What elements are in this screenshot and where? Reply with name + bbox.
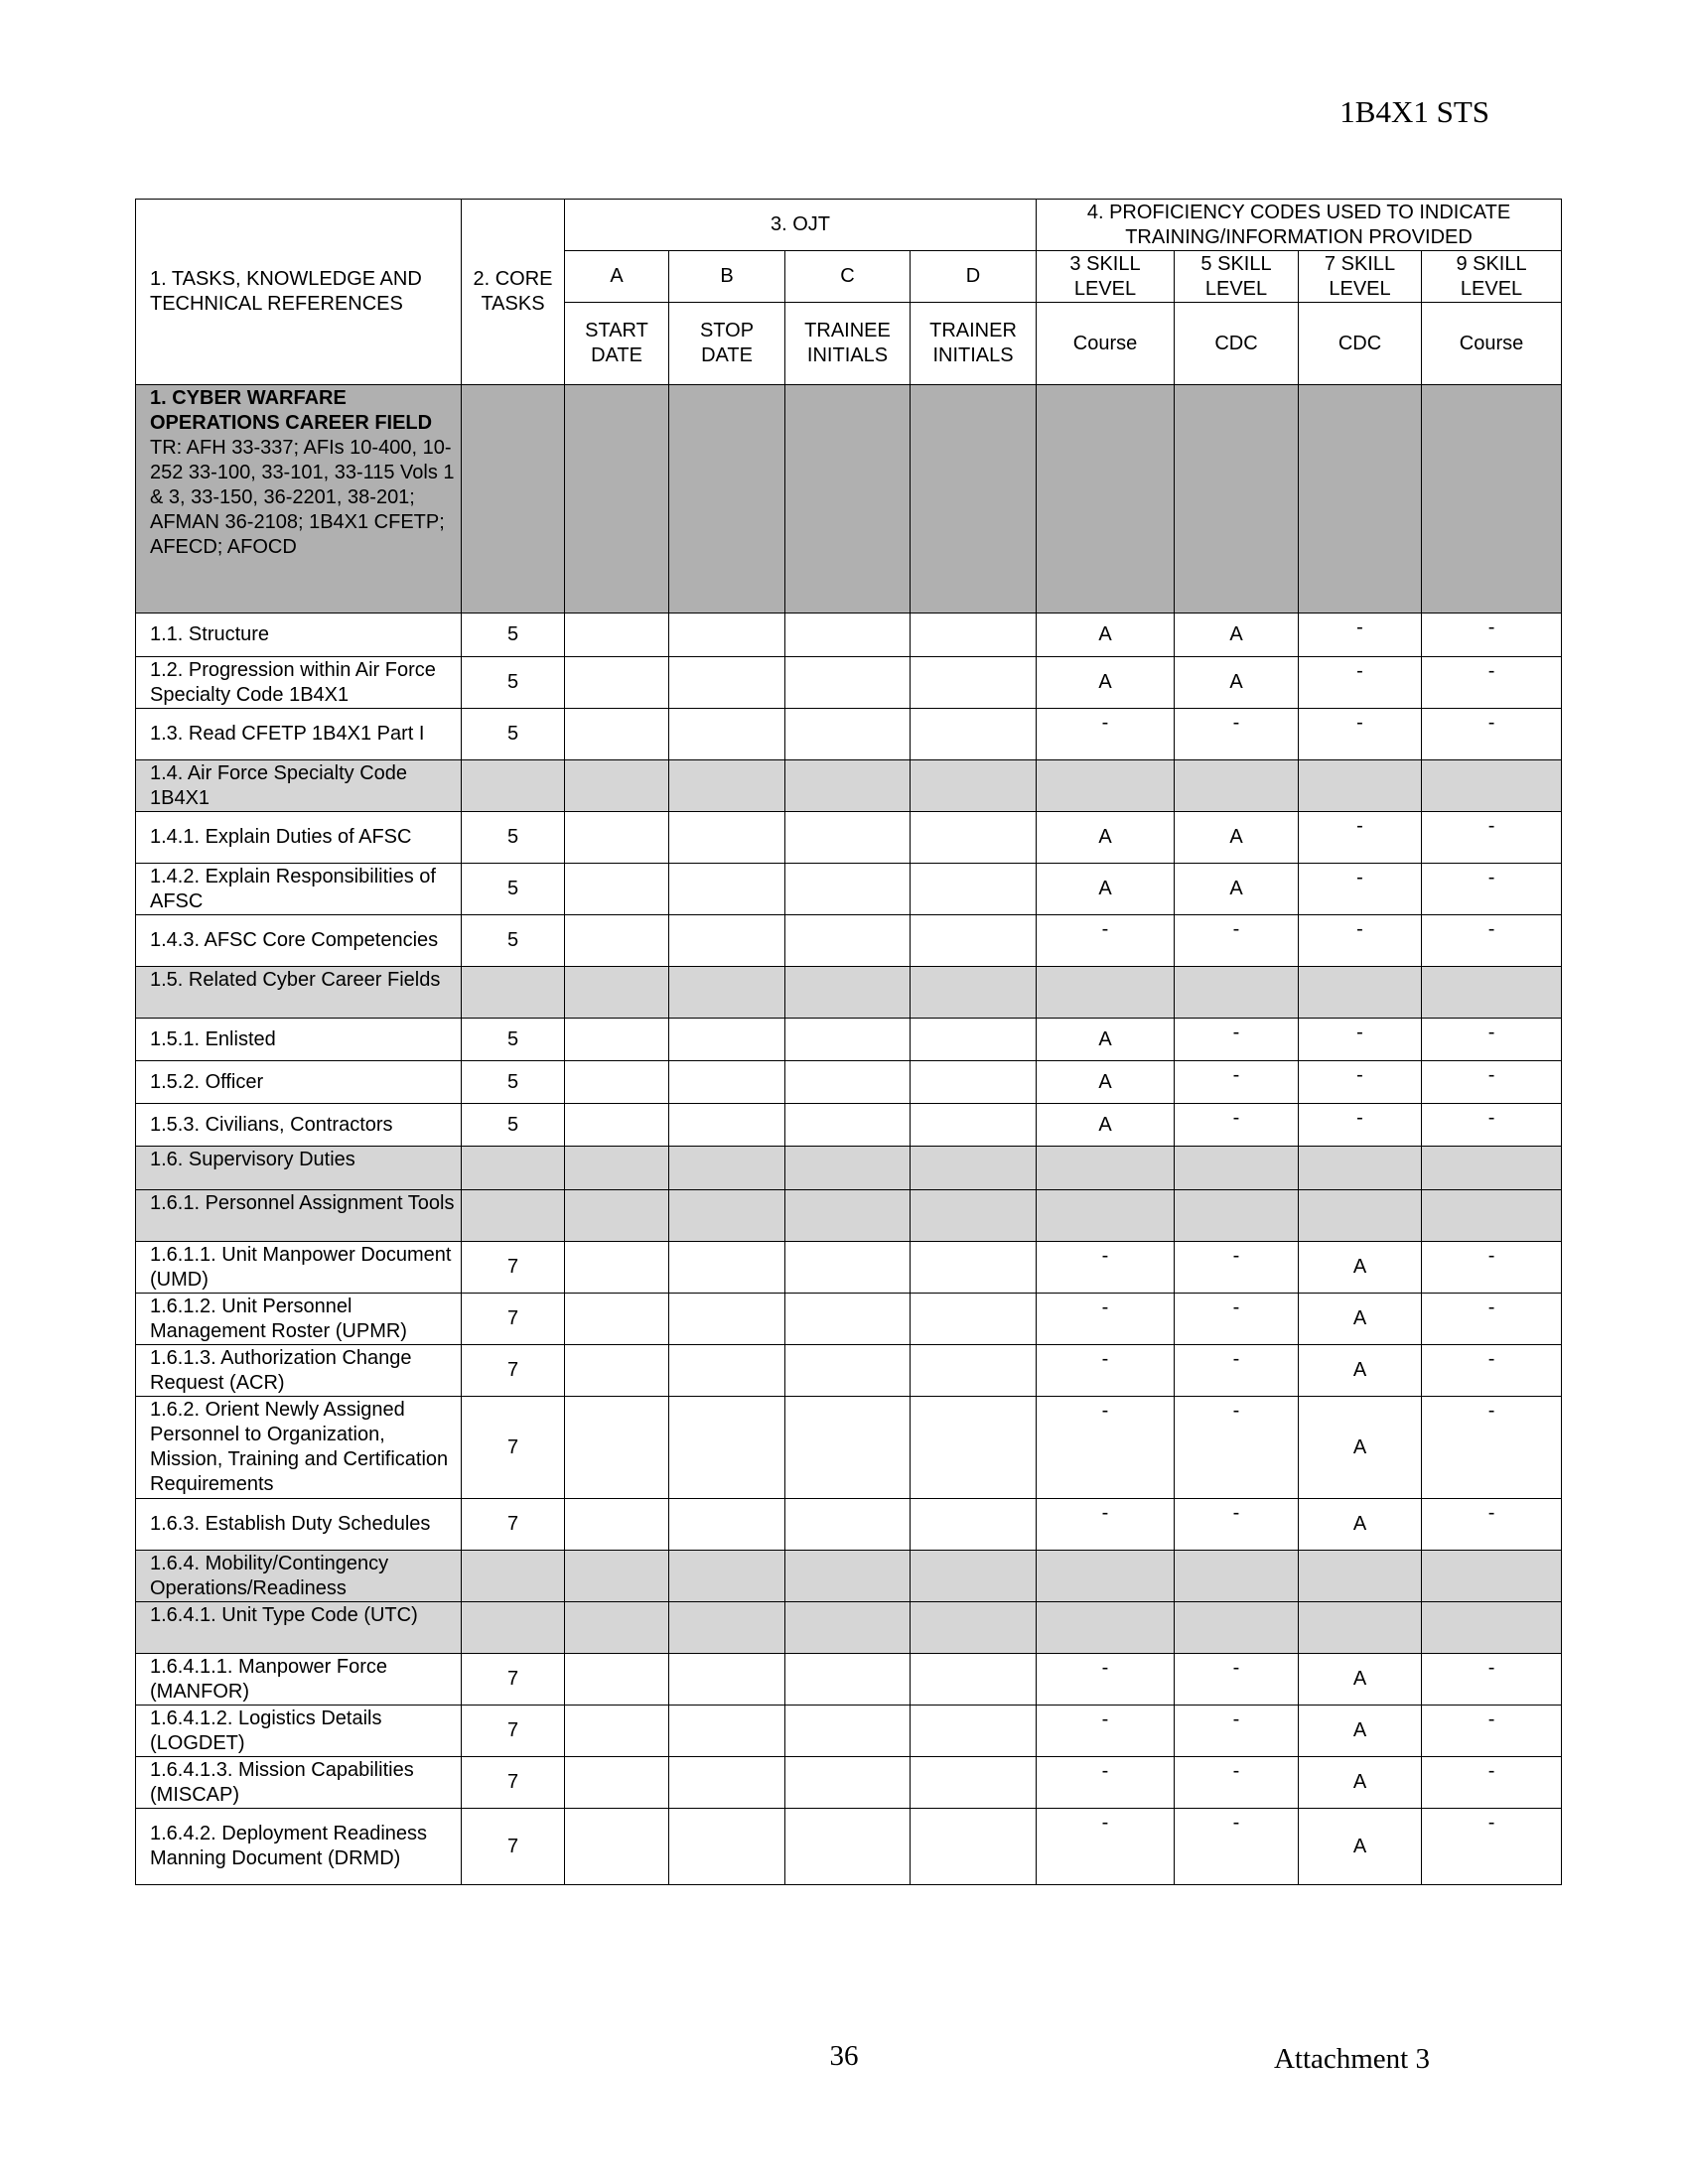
ojt-cell <box>911 1147 1037 1190</box>
ojt-cell <box>911 915 1037 967</box>
ojt-cell <box>669 1499 785 1551</box>
col-header-tasks: 1. TASKS, KNOWLEDGE AND TECHNICAL REFERENCES <box>136 200 462 385</box>
table-row <box>136 1345 1562 1397</box>
ojt-cell <box>785 915 911 967</box>
table-row <box>136 1061 1562 1104</box>
proficiency-cell: - <box>1422 1397 1562 1499</box>
table-row <box>136 1757 1562 1809</box>
task-cell: 1.6.1. Personnel Assignment Tools <box>136 1190 462 1242</box>
proficiency-cell <box>1422 1190 1562 1242</box>
ojt-cell <box>785 1551 911 1602</box>
proficiency-cell: A <box>1299 1242 1422 1294</box>
ojt-cell <box>669 1809 785 1885</box>
core-task-cell <box>462 1551 565 1602</box>
task-cell: 1.1. Structure <box>136 614 462 657</box>
proficiency-cell <box>1037 1147 1175 1190</box>
ojt-cell <box>911 1019 1037 1061</box>
proficiency-cell <box>1037 760 1175 812</box>
proficiency-cell: - <box>1037 1706 1175 1757</box>
ojt-cell <box>785 657 911 709</box>
core-task-cell: 5 <box>462 657 565 709</box>
task-cell: 1.6.3. Establish Duty Schedules <box>136 1499 462 1551</box>
core-task-cell: 5 <box>462 812 565 864</box>
proficiency-cell: - <box>1175 1499 1299 1551</box>
ojt-cell <box>785 1242 911 1294</box>
ojt-cell <box>669 915 785 967</box>
ojt-cell <box>911 1294 1037 1345</box>
proficiency-cell <box>1175 1602 1299 1654</box>
proficiency-cell: - <box>1299 1104 1422 1147</box>
ojt-label: STOP DATE <box>669 303 785 385</box>
ojt-cell <box>911 1706 1037 1757</box>
core-task-cell <box>462 1602 565 1654</box>
core-task-cell <box>462 1147 565 1190</box>
ojt-cell <box>565 709 669 760</box>
proficiency-cell: - <box>1422 657 1562 709</box>
ojt-cell <box>911 1757 1037 1809</box>
task-cell: 1.4.1. Explain Duties of AFSC <box>136 812 462 864</box>
proficiency-cell: - <box>1175 1061 1299 1104</box>
proficiency-cell: - <box>1037 1654 1175 1706</box>
proficiency-cell: - <box>1037 1242 1175 1294</box>
ojt-letter: B <box>669 251 785 303</box>
ojt-cell <box>785 1397 911 1499</box>
ojt-cell <box>911 864 1037 915</box>
proficiency-cell: A <box>1175 864 1299 915</box>
ojt-cell <box>565 760 669 812</box>
ojt-cell <box>911 614 1037 657</box>
task-cell: 1.6.4. Mobility/Contingency Operations/Readiness <box>136 1551 462 1602</box>
table-row <box>136 1706 1562 1757</box>
ojt-cell <box>911 760 1037 812</box>
ojt-cell <box>565 1397 669 1499</box>
table-row <box>136 1499 1562 1551</box>
proficiency-cell: A <box>1175 614 1299 657</box>
core-task-cell <box>462 967 565 1019</box>
skill-source: CDC <box>1299 303 1422 385</box>
ojt-cell <box>565 1706 669 1757</box>
ojt-cell <box>669 1551 785 1602</box>
proficiency-cell: - <box>1422 1019 1562 1061</box>
ojt-cell <box>785 1602 911 1654</box>
proficiency-cell <box>1175 967 1299 1019</box>
core-task-cell: 5 <box>462 1061 565 1104</box>
task-cell: 1.4. Air Force Specialty Code 1B4X1 <box>136 760 462 812</box>
ojt-cell <box>669 1706 785 1757</box>
ojt-cell <box>565 1242 669 1294</box>
col-header-core: 2. CORE TASKS <box>462 200 565 385</box>
core-task-cell: 7 <box>462 1294 565 1345</box>
task-cell: 1.6.1.2. Unit Personnel Management Roster (UPMR) <box>136 1294 462 1345</box>
proficiency-cell: - <box>1422 1104 1562 1147</box>
table-row <box>136 1654 1562 1706</box>
core-task-cell: 7 <box>462 1499 565 1551</box>
table-row <box>136 864 1562 915</box>
ojt-cell <box>785 1147 911 1190</box>
proficiency-cell: A <box>1299 1345 1422 1397</box>
proficiency-cell: - <box>1175 1654 1299 1706</box>
task-cell: 1.5. Related Cyber Career Fields <box>136 967 462 1019</box>
skill-level: 7 SKILL LEVEL <box>1299 251 1422 303</box>
table-body <box>136 200 1562 1885</box>
proficiency-cell <box>1175 1551 1299 1602</box>
attachment-label: Attachment 3 <box>1273 2043 1430 2075</box>
core-task-cell: 5 <box>462 864 565 915</box>
ojt-cell <box>565 1757 669 1809</box>
ojt-cell <box>785 967 911 1019</box>
ojt-cell <box>911 812 1037 864</box>
ojt-cell <box>669 812 785 864</box>
sts-table <box>135 199 1562 1885</box>
table-row <box>136 1294 1562 1345</box>
ojt-cell <box>669 1147 785 1190</box>
proficiency-cell <box>1299 1190 1422 1242</box>
proficiency-cell: - <box>1037 1499 1175 1551</box>
ojt-cell <box>785 1809 911 1885</box>
ojt-cell <box>669 864 785 915</box>
proficiency-cell: - <box>1037 1757 1175 1809</box>
ojt-cell <box>785 1499 911 1551</box>
proficiency-cell: - <box>1299 915 1422 967</box>
core-task-cell: 5 <box>462 915 565 967</box>
ojt-cell <box>565 657 669 709</box>
ojt-cell <box>565 915 669 967</box>
proficiency-cell <box>1175 1147 1299 1190</box>
table-row <box>136 1551 1562 1602</box>
ojt-cell <box>785 1019 911 1061</box>
proficiency-cell: A <box>1299 1654 1422 1706</box>
proficiency-cell <box>1299 1602 1422 1654</box>
table-row <box>136 1602 1562 1654</box>
task-cell: 1.6.4.1.3. Mission Capabilities (MISCAP) <box>136 1757 462 1809</box>
table-row <box>136 760 1562 812</box>
ojt-cell <box>911 1551 1037 1602</box>
proficiency-cell: - <box>1299 657 1422 709</box>
skill-source: CDC <box>1175 303 1299 385</box>
task-cell: 1.6.4.1. Unit Type Code (UTC) <box>136 1602 462 1654</box>
task-cell: 1.4.2. Explain Responsibilities of AFSC <box>136 864 462 915</box>
core-task-cell: 7 <box>462 1706 565 1757</box>
section-cell <box>136 385 462 614</box>
ojt-cell <box>785 760 911 812</box>
ojt-cell <box>565 1809 669 1885</box>
ojt-cell <box>669 1242 785 1294</box>
proficiency-cell: - <box>1422 915 1562 967</box>
proficiency-cell <box>1422 967 1562 1019</box>
proficiency-cell: - <box>1299 864 1422 915</box>
ojt-letter: D <box>911 251 1037 303</box>
core-task-cell: 7 <box>462 1242 565 1294</box>
ojt-cell <box>785 812 911 864</box>
ojt-cell <box>911 1061 1037 1104</box>
ojt-cell <box>911 1242 1037 1294</box>
proficiency-cell <box>1422 1147 1562 1190</box>
ojt-cell <box>669 1397 785 1499</box>
ojt-cell <box>911 1499 1037 1551</box>
skill-source: Course <box>1037 303 1175 385</box>
proficiency-cell: A <box>1175 657 1299 709</box>
ojt-cell <box>669 1104 785 1147</box>
proficiency-cell <box>1037 1190 1175 1242</box>
core-task-cell: 7 <box>462 1654 565 1706</box>
proficiency-cell: - <box>1299 614 1422 657</box>
skill-source: Course <box>1422 303 1562 385</box>
ojt-cell <box>911 1654 1037 1706</box>
ojt-cell <box>785 1706 911 1757</box>
ojt-cell <box>911 1345 1037 1397</box>
proficiency-cell: - <box>1037 1294 1175 1345</box>
proficiency-header: 4. PROFICIENCY CODES USED TO INDICATE TRAINING/INFORMATION PROVIDED <box>1037 200 1562 251</box>
proficiency-cell: - <box>1422 1294 1562 1345</box>
proficiency-cell: - <box>1422 812 1562 864</box>
proficiency-cell: A <box>1299 1706 1422 1757</box>
ojt-cell <box>565 1190 669 1242</box>
core-task-cell: 7 <box>462 1345 565 1397</box>
proficiency-cell: - <box>1175 1345 1299 1397</box>
ojt-cell <box>565 614 669 657</box>
core-task-cell: 5 <box>462 1104 565 1147</box>
ojt-cell <box>911 657 1037 709</box>
core-task-cell: 5 <box>462 614 565 657</box>
ojt-label: TRAINEE INITIALS <box>785 303 911 385</box>
ojt-cell <box>565 1104 669 1147</box>
ojt-cell <box>565 1294 669 1345</box>
proficiency-cell: - <box>1422 709 1562 760</box>
ojt-cell <box>565 812 669 864</box>
task-cell: 1.4.3. AFSC Core Competencies <box>136 915 462 967</box>
proficiency-cell <box>1299 1551 1422 1602</box>
proficiency-cell: A <box>1037 614 1175 657</box>
proficiency-cell: - <box>1175 1242 1299 1294</box>
table-row <box>136 614 1562 657</box>
core-task-cell: 5 <box>462 1019 565 1061</box>
task-cell: 1.6. Supervisory Duties <box>136 1147 462 1190</box>
task-cell: 1.6.4.1.1. Manpower Force (MANFOR) <box>136 1654 462 1706</box>
table-row <box>136 657 1562 709</box>
task-cell: 1.3. Read CFETP 1B4X1 Part I <box>136 709 462 760</box>
proficiency-cell: - <box>1037 709 1175 760</box>
ojt-cell <box>669 1602 785 1654</box>
proficiency-cell: - <box>1175 1294 1299 1345</box>
core-task-cell: 7 <box>462 1397 565 1499</box>
ojt-cell <box>669 1654 785 1706</box>
task-cell: 1.5.3. Civilians, Contractors <box>136 1104 462 1147</box>
ojt-cell <box>669 760 785 812</box>
ojt-cell <box>669 1061 785 1104</box>
proficiency-cell <box>1422 1602 1562 1654</box>
task-cell: 1.6.1.1. Unit Manpower Document (UMD) <box>136 1242 462 1294</box>
proficiency-cell: A <box>1037 657 1175 709</box>
proficiency-cell: - <box>1175 1019 1299 1061</box>
ojt-cell <box>565 1499 669 1551</box>
core-task-cell: 7 <box>462 1809 565 1885</box>
proficiency-cell: - <box>1422 1345 1562 1397</box>
table-row <box>136 1147 1562 1190</box>
proficiency-cell: - <box>1422 1242 1562 1294</box>
proficiency-cell: - <box>1037 1345 1175 1397</box>
proficiency-cell: - <box>1422 1809 1562 1885</box>
ojt-cell <box>911 1602 1037 1654</box>
proficiency-cell: - <box>1037 1397 1175 1499</box>
ojt-cell <box>669 1345 785 1397</box>
table-row <box>136 1397 1562 1499</box>
page-number: 36 <box>829 2040 859 2072</box>
proficiency-cell <box>1037 1602 1175 1654</box>
ojt-cell <box>565 1147 669 1190</box>
ojt-cell <box>911 709 1037 760</box>
core-task-cell <box>462 760 565 812</box>
ojt-cell <box>669 709 785 760</box>
proficiency-cell: - <box>1175 1706 1299 1757</box>
proficiency-cell: - <box>1175 915 1299 967</box>
proficiency-cell: A <box>1299 1397 1422 1499</box>
task-cell: 1.6.4.2. Deployment Readiness Manning Document (DRMD) <box>136 1809 462 1885</box>
ojt-cell <box>785 1190 911 1242</box>
ojt-cell <box>785 614 911 657</box>
core-task-cell <box>462 1190 565 1242</box>
proficiency-cell: A <box>1037 1104 1175 1147</box>
core-task-cell: 5 <box>462 709 565 760</box>
ojt-cell <box>785 1757 911 1809</box>
skill-level: 9 SKILL LEVEL <box>1422 251 1562 303</box>
ojt-cell <box>911 1104 1037 1147</box>
table-row <box>136 967 1562 1019</box>
proficiency-cell: - <box>1175 709 1299 760</box>
proficiency-cell: A <box>1037 1061 1175 1104</box>
skill-level: 5 SKILL LEVEL <box>1175 251 1299 303</box>
proficiency-cell: - <box>1299 709 1422 760</box>
proficiency-cell: - <box>1037 1809 1175 1885</box>
proficiency-cell <box>1037 1551 1175 1602</box>
proficiency-cell: - <box>1299 1019 1422 1061</box>
proficiency-cell <box>1175 760 1299 812</box>
skill-level: 3 SKILL LEVEL <box>1037 251 1175 303</box>
table-row <box>136 1190 1562 1242</box>
ojt-cell <box>785 864 911 915</box>
table-row <box>136 1104 1562 1147</box>
proficiency-cell: A <box>1299 1757 1422 1809</box>
task-cell: 1.6.4.1.2. Logistics Details (LOGDET) <box>136 1706 462 1757</box>
section-references: TR: AFH 33-337; AFIs 10-400, 10-252 33-100, 33-101, 33-115 Vols 1 & 3, 33-150, 36-2201, 38-201; AFMAN 36-2108; 1B4X1 CFETP; AFECD; AFOCD <box>150 437 455 558</box>
proficiency-cell <box>1299 760 1422 812</box>
table-row <box>136 915 1562 967</box>
proficiency-cell: - <box>1422 1061 1562 1104</box>
proficiency-cell <box>1422 760 1562 812</box>
ojt-cell <box>565 1654 669 1706</box>
ojt-cell <box>669 967 785 1019</box>
proficiency-cell <box>1299 967 1422 1019</box>
ojt-cell <box>911 1809 1037 1885</box>
ojt-header: 3. OJT <box>565 200 1037 251</box>
proficiency-cell: A <box>1299 1294 1422 1345</box>
proficiency-cell: - <box>1422 1654 1562 1706</box>
proficiency-cell: A <box>1299 1499 1422 1551</box>
ojt-letter: A <box>565 251 669 303</box>
proficiency-cell: A <box>1037 812 1175 864</box>
ojt-cell <box>669 1294 785 1345</box>
proficiency-cell: - <box>1422 1757 1562 1809</box>
proficiency-cell: A <box>1037 864 1175 915</box>
section-row <box>136 385 1562 614</box>
ojt-cell <box>669 657 785 709</box>
table-row <box>136 1809 1562 1885</box>
ojt-cell <box>565 1345 669 1397</box>
ojt-cell <box>785 1654 911 1706</box>
proficiency-cell <box>1299 1147 1422 1190</box>
ojt-cell <box>785 1345 911 1397</box>
task-cell: 1.6.2. Orient Newly Assigned Personnel to Organization, Mission, Training and Certification Requirements <box>136 1397 462 1499</box>
ojt-letter: C <box>785 251 911 303</box>
proficiency-cell: - <box>1175 1397 1299 1499</box>
table-row <box>136 709 1562 760</box>
proficiency-cell: - <box>1299 1061 1422 1104</box>
core-task-cell: 7 <box>462 1757 565 1809</box>
proficiency-cell <box>1175 1190 1299 1242</box>
ojt-cell <box>565 1019 669 1061</box>
ojt-cell <box>785 1104 911 1147</box>
ojt-cell <box>669 1019 785 1061</box>
proficiency-cell: - <box>1175 1757 1299 1809</box>
proficiency-cell <box>1037 967 1175 1019</box>
proficiency-cell: A <box>1037 1019 1175 1061</box>
proficiency-cell <box>1422 1551 1562 1602</box>
proficiency-cell: A <box>1299 1809 1422 1885</box>
ojt-cell <box>785 1061 911 1104</box>
proficiency-cell: - <box>1037 915 1175 967</box>
ojt-cell <box>911 1190 1037 1242</box>
ojt-cell <box>669 1190 785 1242</box>
ojt-label: START DATE <box>565 303 669 385</box>
proficiency-cell: - <box>1422 1499 1562 1551</box>
proficiency-cell: - <box>1422 614 1562 657</box>
task-cell: 1.5.1. Enlisted <box>136 1019 462 1061</box>
ojt-cell <box>785 709 911 760</box>
table-row <box>136 812 1562 864</box>
section-title: 1. CYBER WARFARE OPERATIONS CAREER FIELD <box>150 387 433 434</box>
ojt-cell <box>911 1397 1037 1499</box>
ojt-label: TRAINER INITIALS <box>911 303 1037 385</box>
task-cell: 1.6.1.3. Authorization Change Request (ACR) <box>136 1345 462 1397</box>
proficiency-cell: - <box>1422 864 1562 915</box>
table-row <box>136 1242 1562 1294</box>
proficiency-cell: - <box>1299 812 1422 864</box>
ojt-cell <box>565 1061 669 1104</box>
document-code: 1B4X1 STS <box>1339 94 1489 129</box>
ojt-cell <box>565 967 669 1019</box>
ojt-cell <box>669 614 785 657</box>
task-cell: 1.5.2. Officer <box>136 1061 462 1104</box>
ojt-cell <box>565 1551 669 1602</box>
ojt-cell <box>785 1294 911 1345</box>
ojt-cell <box>565 1602 669 1654</box>
proficiency-cell: - <box>1175 1809 1299 1885</box>
ojt-cell <box>911 967 1037 1019</box>
proficiency-cell: A <box>1175 812 1299 864</box>
ojt-cell <box>565 864 669 915</box>
ojt-cell <box>669 1757 785 1809</box>
proficiency-cell: - <box>1422 1706 1562 1757</box>
task-cell: 1.2. Progression within Air Force Specialty Code 1B4X1 <box>136 657 462 709</box>
table-row <box>136 1019 1562 1061</box>
proficiency-cell: - <box>1175 1104 1299 1147</box>
